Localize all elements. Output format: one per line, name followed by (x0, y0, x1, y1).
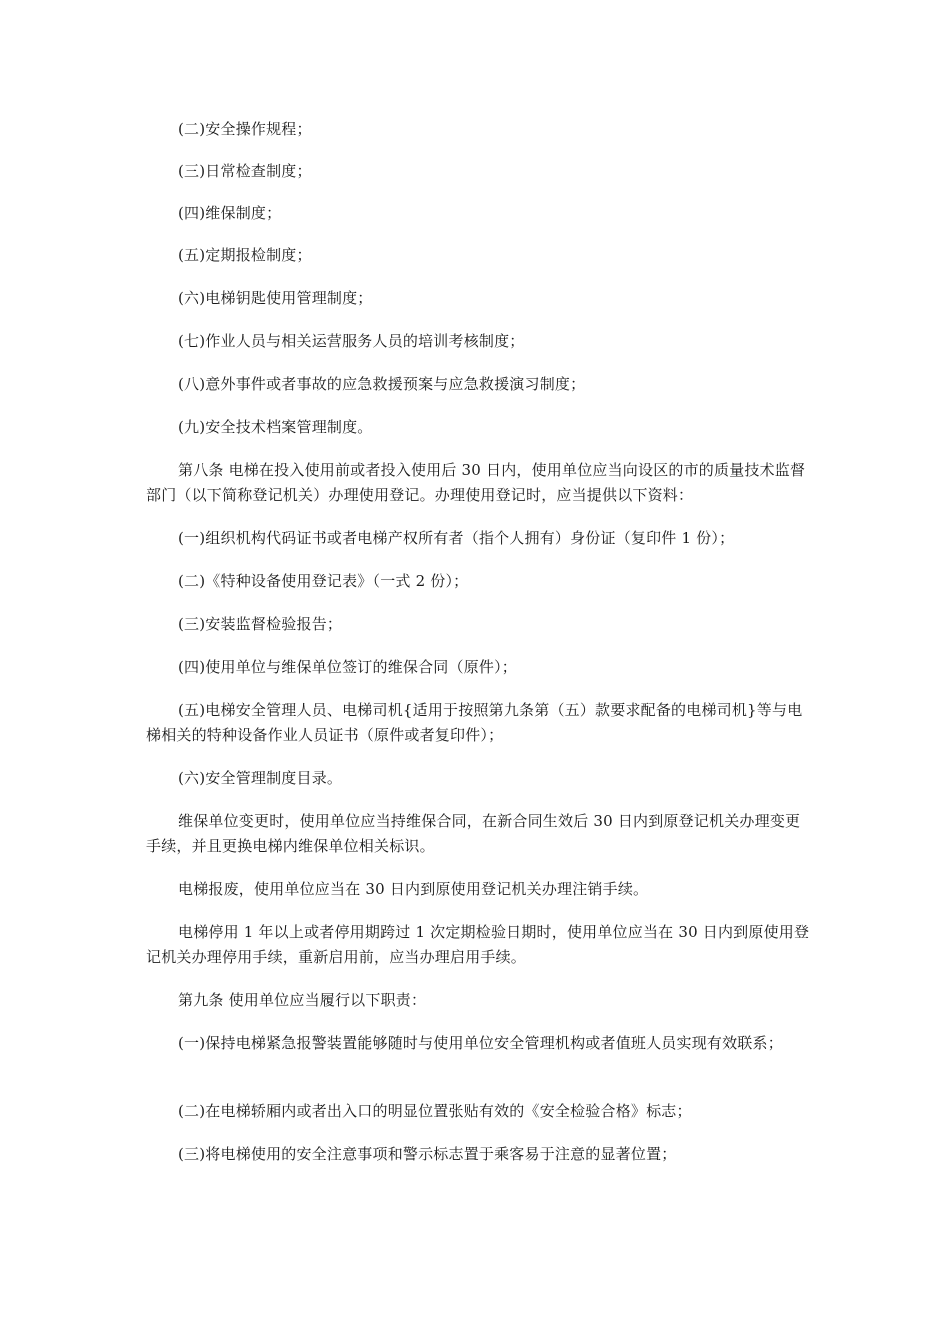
article-9-item-1: (一)保持电梯紧急报警装置能够随时与使用单位安全管理机构或者值班人员实现有效联系； (178, 1034, 783, 1052)
paragraph-item-6: (六)电梯钥匙使用管理制度； (178, 289, 373, 307)
maintenance-change-paragraph: 维保单位变更时，使用单位应当持维保合同，在新合同生效后 30 日内到原登记机关办理变更手续，并且更换电梯内维保单位相关标识。 (146, 812, 801, 855)
paragraph-item-9: (九)安全技术档案管理制度。 (178, 418, 373, 436)
article-8-item-1: (一)组织机构代码证书或者电梯产权所有者（指个人拥有）身份证（复印件 1 份）； (178, 529, 735, 547)
article-8-item-6: (六)安全管理制度目录。 (178, 769, 343, 787)
article-8-item-2: (二)《特种设备使用登记表》（一式 2 份）； (178, 572, 469, 590)
article-8-item-5: (五)电梯安全管理人员、电梯司机{适用于按照第九条第（五）款要求配备的电梯司机}等与电梯相关的特种设备作业人员证书（原件或者复印件）； (146, 701, 803, 744)
scrap-paragraph: 电梯报废，使用单位应当在 30 日内到原使用登记机关办理注销手续。 (178, 880, 649, 898)
paragraph-item-3: (三)日常检查制度； (178, 162, 312, 180)
article-8-item-3: (三)安装监督检验报告； (178, 615, 343, 633)
article-8-paragraph: 第八条 电梯在投入使用前或者投入使用后 30 日内，使用单位应当向设区的市的质量技术监督部门（以下简称登记机关）办理使用登记。办理使用登记时，应当提供以下资料： (146, 461, 806, 504)
article-8-item-4: (四)使用单位与维保单位签订的维保合同（原件）； (178, 658, 518, 676)
paragraph-item-2: (二)安全操作规程； (178, 120, 312, 138)
article-9-paragraph: 第九条 使用单位应当履行以下职责： (178, 991, 427, 1009)
paragraph-item-5: (五)定期报检制度； (178, 246, 312, 264)
paragraph-item-4: (四)维保制度； (178, 204, 282, 222)
paragraph-item-7: (七)作业人员与相关运营服务人员的培训考核制度； (178, 332, 525, 350)
article-9-item-2: (二)在电梯轿厢内或者出入口的明显位置张贴有效的《安全检验合格》标志； (178, 1102, 692, 1120)
article-9-item-3: (三)将电梯使用的安全注意事项和警示标志置于乘客易于注意的显著位置； (178, 1145, 677, 1163)
suspension-paragraph: 电梯停用 1 年以上或者停用期跨过 1 次定期检验日期时，使用单位应当在 30 日内到原使用登记机关办理停用手续，重新启用前，应当办理启用手续。 (146, 923, 810, 966)
paragraph-item-8: (八)意外事件或者事故的应急救援预案与应急救援演习制度； (178, 375, 586, 393)
